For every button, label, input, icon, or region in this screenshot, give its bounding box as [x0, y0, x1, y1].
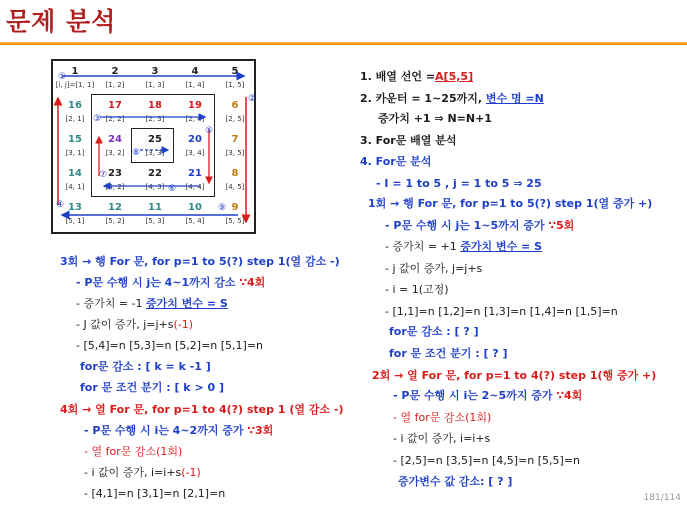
cell-value: 3: [151, 66, 159, 77]
cell-index: [1, 4]: [185, 81, 205, 89]
step-marker: ④: [56, 200, 65, 210]
pass4-line2: - 열 for문 감소(1회): [84, 445, 183, 458]
item-2: 2. 카운터 = 1~25까지, 변수 명 =N: [360, 92, 544, 105]
cell-value: 25: [148, 134, 162, 145]
step-marker: ⑥: [168, 184, 177, 194]
page-number: 181/114: [643, 493, 681, 503]
cell-index: [4, 2]: [105, 183, 125, 191]
cell-index: [2, 2]: [105, 115, 125, 123]
cell-index: [5, 4]: [185, 217, 205, 225]
step-marker: ③: [93, 114, 102, 124]
cell-index: [4, 1]: [65, 183, 85, 191]
page-title: 문제 분석: [6, 7, 117, 36]
cell-index: [4, 4]: [185, 183, 205, 191]
pass2-line4: - [2,5]=n [3,5]=n [4,5]=n [5,5]=n: [393, 454, 581, 467]
pass2-line2: - 열 for문 감소(1회): [393, 411, 492, 424]
cell-value: 16: [68, 100, 82, 111]
cell-value: 9: [231, 202, 239, 213]
pass1-heading: 1회 → 행 For 문, for p=1 to 5(?) step 1(열 증가 +): [368, 197, 653, 210]
cell-index: [3, 5]: [225, 149, 245, 157]
pass4-line3: - i 값이 증가, i=i+s(-1): [84, 466, 201, 479]
cell-value: 8: [231, 168, 239, 179]
pass3-decrement: for문 감소 : [ k = k -1 ]: [80, 360, 211, 373]
cell-value: 17: [108, 100, 122, 111]
item-1: 1. 배열 선언 =A[5,5]: [360, 70, 474, 83]
item-2-sub: 증가치 +1 ⇒ N=N+1: [378, 112, 492, 125]
step-marker: ⑤: [205, 126, 214, 136]
cell-value: 6: [231, 100, 239, 111]
step-marker: ⑨: [218, 203, 227, 213]
cell-index: [2, 4]: [185, 115, 205, 123]
cell-value: 22: [148, 168, 162, 179]
cell-value: 11: [148, 202, 162, 213]
cell-index: [i, j]=[1, 1]: [55, 81, 95, 89]
cell-index: [5, 3]: [145, 217, 165, 225]
pass2-line1: - P문 수행 시 i는 2~5까지 증가 ∵4회: [393, 389, 583, 402]
cell-value: 2: [111, 66, 119, 77]
pass3-line1: - P문 수행 시 j는 4~1까지 감소 ∵4회: [76, 276, 266, 289]
pass4-line1: - P문 수행 시 i는 4~2까지 증가 ∵3회: [84, 424, 274, 437]
pass3-heading: 3회 → 행 For 문, for p=1 to 5(?) step 1(열 감소 -): [60, 255, 340, 268]
cell-index: [2, 5]: [225, 115, 245, 123]
cell-index: [3, 2]: [105, 149, 125, 157]
cell-value: 13: [68, 202, 82, 213]
pass2-heading: 2회 → 열 For 문, for p=1 to 4(?) step 1(행 증가 +): [372, 369, 657, 382]
cell-value: 19: [188, 100, 202, 111]
item-4: 4. For문 분석: [360, 155, 432, 168]
step-marker: ⑦: [99, 170, 108, 180]
pass2-decrement: 증가변수 값 감소: [ ? ]: [398, 475, 513, 488]
cell-index: [5, 1]: [65, 217, 85, 225]
cell-index: [2, 3]: [145, 115, 165, 123]
cell-value: 10: [188, 202, 202, 213]
pass3-condition: for 문 조건 분기 : [ k > 0 ]: [80, 381, 225, 394]
cell-index: [3, 1]: [65, 149, 85, 157]
cell-index: [1, 2]: [105, 81, 125, 89]
cell-index: [1, 5]: [225, 81, 245, 89]
pass3-line4: - [5,4]=n [5,3]=n [5,2]=n [5,1]=n: [76, 339, 264, 352]
cell-index: [3, 3]: [145, 149, 165, 157]
pass4-line4: - [4,1]=n [3,1]=n [2,1]=n: [84, 487, 226, 500]
cell-value: 4: [191, 66, 199, 77]
pass1-line2: - 증가치 = +1 증가치 변수 = S: [385, 240, 543, 253]
cell-value: 21: [188, 168, 202, 179]
pass1-line5: - [1,1]=n [1,2]=n [1,3]=n [1,4]=n [1,5]=n: [385, 305, 618, 318]
cell-value: 20: [188, 134, 202, 145]
cell-value: 24: [108, 134, 122, 145]
step-marker: ⑧: [132, 148, 141, 158]
cell-index: [1, 3]: [145, 81, 165, 89]
step-marker: ②: [248, 94, 257, 104]
pass3-line3: - J 값이 증가, j=j+s(-1): [76, 318, 194, 331]
pass3-line2: - 증가치 = -1 증가치 변수 = S: [76, 297, 228, 310]
pass4-heading: 4회 → 열 For 문, for p=1 to 4(?) step 1 (열 감소 -): [60, 403, 344, 416]
cell-index: [2, 1]: [65, 115, 85, 123]
pass1-line1: - P문 수행 시 j는 1~5까지 증가 ∵5회: [385, 219, 575, 232]
cell-value: 18: [148, 100, 162, 111]
pass1-line3: - j 값이 증가, j=j+s: [385, 262, 483, 275]
pass1-decrement: for문 감소 : [ ? ]: [389, 325, 479, 338]
pass1-condition: for 문 조건 분기 : [ ? ]: [389, 347, 508, 360]
cell-index: [4, 3]: [145, 183, 165, 191]
cell-index: [5, 5]: [225, 217, 245, 225]
cell-index: [3, 4]: [185, 149, 205, 157]
cell-value: 5: [231, 66, 239, 77]
item-3: 3. For문 배열 분석: [360, 134, 457, 147]
cell-index: [4, 5]: [225, 183, 245, 191]
step-marker: ①: [58, 72, 67, 82]
cell-value: 7: [231, 134, 239, 145]
cell-index: [5, 2]: [105, 217, 125, 225]
loop-range: - I = 1 to 5 , j = 1 to 5 ⇒ 25: [376, 177, 542, 190]
cell-value: 14: [68, 168, 82, 179]
pass2-line3: - i 값이 증가, i=i+s: [393, 432, 491, 445]
cell-value: 1: [71, 66, 79, 77]
cell-value: 15: [68, 134, 82, 145]
cell-value: 23: [108, 168, 122, 179]
pass1-line4: - i = 1(고정): [385, 283, 449, 296]
cell-value: 12: [108, 202, 122, 213]
